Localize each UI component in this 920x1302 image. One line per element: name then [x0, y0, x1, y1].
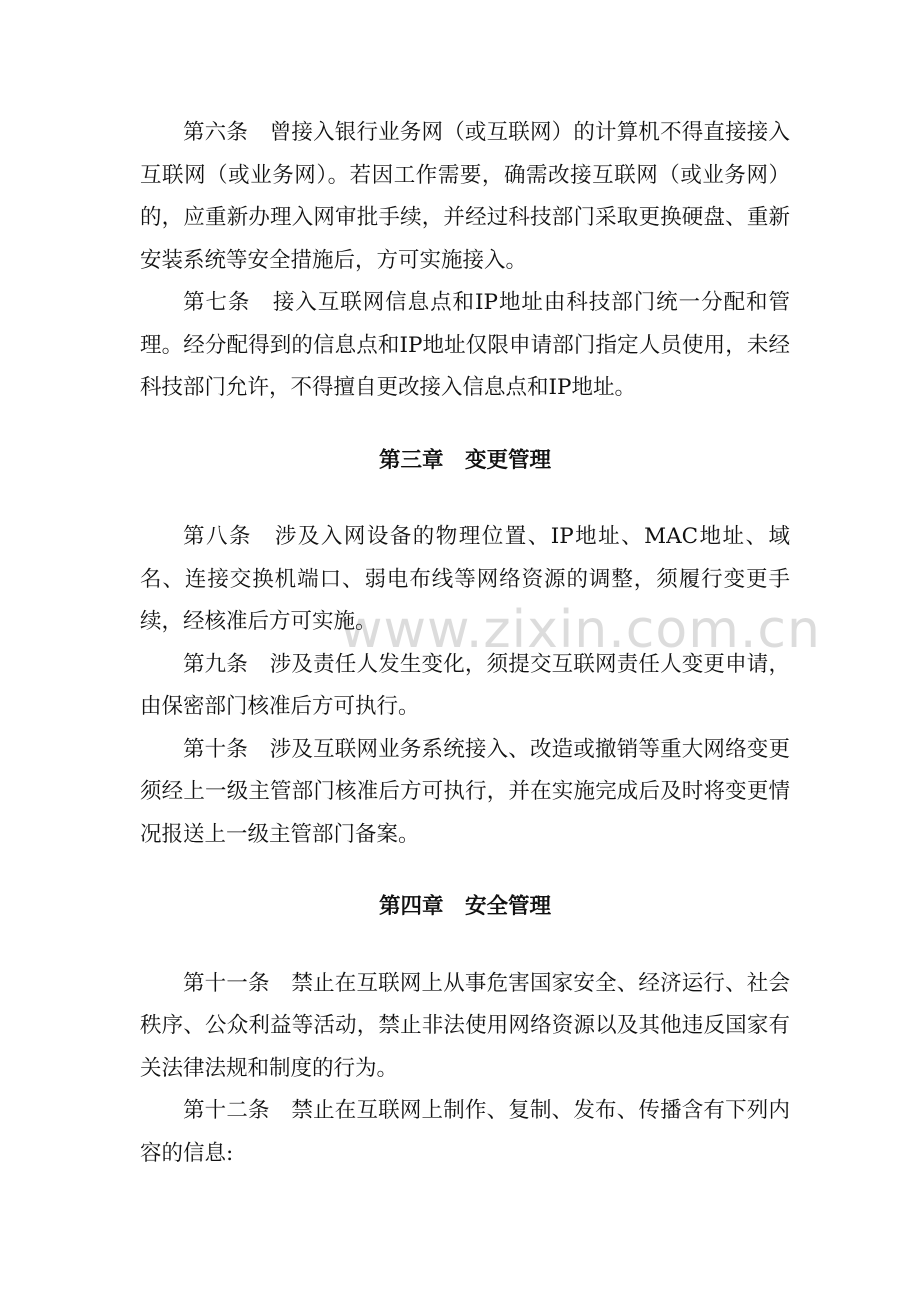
article-11: 第十一条 禁止在互联网上从事危害国家安全、经济运行、社会秩序、公众利益等活动，禁止非法使用网络资源以及其他违反国家有关法律法规和制度的行为。 — [140, 970, 790, 1081]
watermark: www.zixin.com.cn — [340, 600, 821, 660]
document-body — [140, 112, 790, 1175]
spacer — [140, 410, 790, 440]
chapter-4-heading: 第四章 安全管理 — [378, 894, 551, 919]
article-8: 第八条 涉及入网设备的物理位置、IP地址、MAC地址、域名、连接交换机端口、弱电布线等网络资源的调整，须履行变更手续，经核准后方可实施。 — [140, 524, 790, 634]
article-7: 第七条 接入互联网信息点和IP地址由科技部门统一分配和管理。经分配得到的信息点和IP地址仅限申请部门指定人员使用，未经科技部门允许，不得擅自更改接入信息点和IP地址。 — [140, 290, 790, 400]
article-10: 第十条 涉及互联网业务系统接入、改造或撤销等重大网络变更须经上一级主管部门核准后方可执行，并在实施完成后及时将变更情况报送上一级主管部门备案。 — [140, 736, 790, 847]
spacer — [140, 482, 790, 516]
spacer — [140, 856, 790, 886]
article-12: 第十二条 禁止在互联网上制作、复制、发布、传播含有下列内容的信息: — [140, 1098, 790, 1166]
article-9: 第九条 涉及责任人发生变化，须提交互联网责任人变更申请，由保密部门核准后方可执行。 — [140, 651, 790, 719]
spacer — [140, 929, 790, 963]
article-6: 第六条 曾接入银行业务网（或互联网）的计算机不得直接接入互联网（或业务网）。若因工作需要，确需改接互联网（或业务网）的，应重新办理入网审批手续，并经过科技部门采取更换硬盘、重新安装系统等安全措施后，方可实施接入。 — [140, 120, 790, 273]
chapter-3-heading: 第三章 变更管理 — [378, 447, 551, 473]
